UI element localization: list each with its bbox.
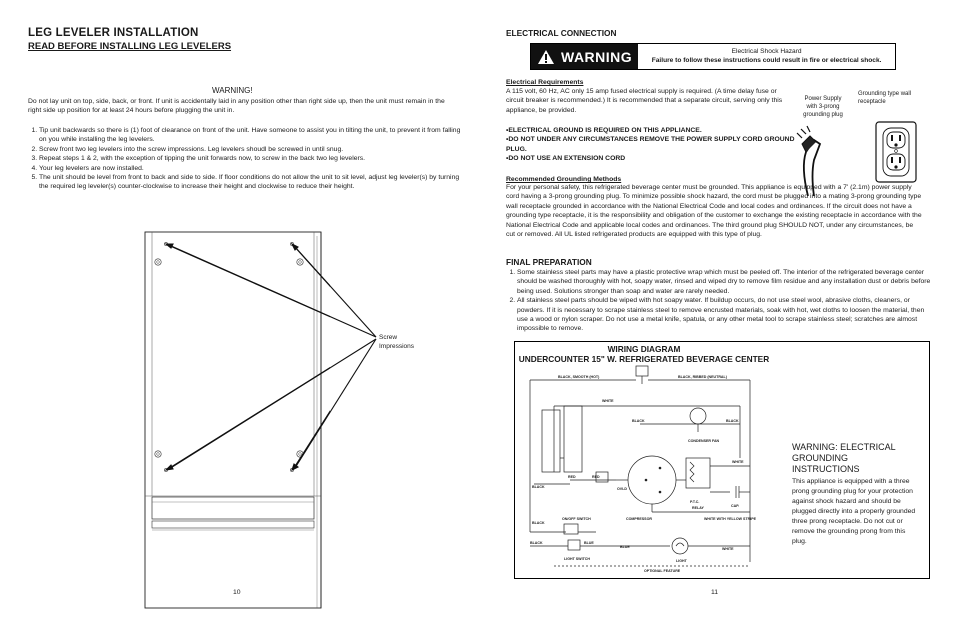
wall-receptacle-icon	[876, 122, 916, 182]
prep-step-1: 1. Some stainless steel parts may have a plastic protective wrap which must be peeled off. The interior of the refrigerated beverage center should be washed thoroughly with hot, soapy water, rinsed and wiped dry to remove film residue and any installation dust or debris before being used. Solutions stronger than soap and water are rarely needed.	[517, 268, 935, 296]
left-page-subtitle: READ BEFORE INSTALLING LEG LEVELERS	[28, 41, 232, 52]
label-light: LIGHT	[676, 559, 687, 563]
wiring-diagram-title-line1: WIRING DIAGRAM	[607, 344, 681, 354]
label-black-fan: BLACK	[632, 419, 645, 423]
label-white-bottom: WHITE	[722, 547, 734, 551]
label-black-right: BLACK	[726, 419, 739, 423]
label-condenser-fan: CONDENSER FAN	[688, 439, 720, 443]
grounding-methods-heading: Recommended Grounding Methods	[506, 176, 622, 183]
electrical-requirements-heading: Electrical Requirements	[506, 79, 584, 86]
electrical-requirements-text: A 115 volt, 60 Hz, AC only 15 amp fused electrical supply is required. (A time delay fuse or circuit breaker is recommended.) It is recommended that a separate circuit, serving only this appliance, be provided.	[506, 88, 783, 114]
label-red-1: RED	[568, 475, 576, 479]
wiring-schematic	[520, 362, 780, 576]
warning-line-2: Failure to follow these instructions could result in fire or electrical shock.	[651, 57, 882, 64]
warning-heading: WARNING!	[212, 86, 253, 95]
warning-line-1: Electrical Shock Hazard	[731, 48, 802, 55]
label-light-switch: LIGHT SWITCH	[564, 557, 590, 561]
step-5: 5. The unit should be level from front to back and side to side. If floor conditions do not allow the unit to sit level, adjust leg leveler(s) by turning the required leg leveler(s) counter-clockwise to increase their height and clockwise to reduce their height.	[39, 173, 461, 192]
label-white-right: WHITE	[732, 460, 744, 464]
grounding-methods-text: For your personal safety, this refrigerated beverage center must be grounded. This appliance is equipped with a 7' (2.1m) power supply cord having a 3-prong grounding plug. To minimize possible shock hazard, the cord must be plugged into a mating 3-prong grounding type wall receptacle grounded in accordance with the National Electrical Code and local codes and ordinances. If the circuit does not have a grounding type receptacle, it is the responsibility and obligation of the customer to exchange the existing receptacle in accordance with the National Electrical Code and applicable local codes and ordinances. The third ground plug SHOULD NOT, under any circumstances, be cut or removed. All UL listed refrigerated products are equipped with this type of plug.	[506, 184, 922, 239]
step-3: 3. Repeat steps 1 & 2, with the exception of tipping the unit forwards now, to screw in the back two leg levelers.	[39, 154, 461, 163]
grounding-warning-text: This appliance is equipped with a three prong grounding plug for your protection against shock hazard and should be plugged directly into a properly grounded three prong receptacle. Do not cut or remove the grounding prong from this plug.	[792, 478, 916, 545]
step-1: 1. Tip unit backwards so there is (1) foot of clearance on front of the unit. Have someone to assist you in tilting the unit, to prevent it from falling on you while installing the leg levelers.	[39, 126, 461, 145]
step-4: 4. Your leg levelers are now installed.	[39, 164, 461, 173]
bullet-ground-required: •ELECTRICAL GROUND IS REQUIRED ON THIS APPLIANCE.	[506, 127, 702, 134]
final-preparation-steps	[506, 268, 935, 334]
left-page-title: LEG LEVELER INSTALLATION	[28, 27, 199, 39]
page-number-10: 10	[233, 589, 241, 596]
power-plug-label: Power Supply with 3-prong grounding plug	[803, 96, 843, 118]
label-white-yellow: WHITE WITH YELLOW STRIPE	[704, 517, 757, 521]
label-blue-1: BLUE	[584, 541, 594, 545]
label-ptc: P.T.C.	[690, 500, 700, 504]
label-ovld: OVLD	[617, 487, 627, 491]
label-compressor: COMPRESSOR	[626, 517, 652, 521]
grounding-warning-heading: WARNING: ELECTRICAL GROUNDING INSTRUCTIONS	[792, 442, 896, 474]
shock-warning-box	[530, 43, 896, 70]
warning-banner	[531, 44, 638, 69]
label-cap: CAP.	[731, 504, 740, 508]
ground-bullets	[506, 126, 796, 164]
warning-message	[638, 44, 895, 69]
final-preparation-heading: FINAL PREPARATION	[506, 257, 592, 267]
screw-impressions-label: Screw Impressions	[379, 334, 415, 350]
page-number-11: 11	[711, 589, 719, 596]
warning-triangle-icon	[537, 49, 555, 65]
warning-word: WARNING	[561, 48, 633, 65]
label-black-left: BLACK	[532, 485, 545, 489]
label-white-top: WHITE	[602, 399, 614, 403]
bullet-no-extension: •DO NOT USE AN EXTENSION CORD	[506, 155, 626, 163]
label-black-light: BLACK	[530, 541, 543, 545]
label-optional-feature: OPTIONAL FEATURE	[644, 569, 681, 573]
step-2: 2. Screw front two leg levelers into the screw impressions. Leg levelers shoudl be screwed in until snug.	[39, 145, 461, 154]
warning-paragraph: Do not lay unit on top, side, back, or front. If unit is accidentally laid in any position other than right side up, then the unit must remain in the right side up position for at least 24 hours before plugging the unit in.	[28, 98, 445, 115]
receptacle-label: Grounding type wall receptacle	[858, 91, 912, 105]
leveler-steps	[28, 126, 461, 192]
screw-impression-arrows	[140, 226, 380, 486]
label-black-switch: BLACK	[532, 521, 545, 525]
label-on-off: ON/OFF SWITCH	[562, 517, 591, 521]
wiring-diagram-title-line2: UNDERCOUNTER 15" W. REFRIGERATED BEVERAGE CENTER	[518, 354, 770, 364]
label-blue-2: BLUE	[620, 545, 630, 549]
label-red-2: RED	[592, 475, 600, 479]
prep-step-2: 2. All stainless steel parts should be wiped with hot soapy water. If buildup occurs, do not use steel wool, abrasive cloths, cleaners, or powders. If it is necessary to scrape stainless steel to remove encrusted materials, soak with hot, wet cloths to loosen the material, then use a wood or nylon scraper. Do not use a metal knife, spatula, or any other metal tool to scrape stainless steel; scratches are almost impossible to remove.	[517, 296, 935, 334]
label-black-smooth: BLACK, SMOOTH (HOT)	[558, 375, 600, 379]
label-black-ribbed: BLACK, RIBBED (NEUTRAL)	[678, 375, 727, 379]
bullet-no-remove-plug: •DO NOT UNDER ANY CIRCUMSTANCES REMOVE THE POWER SUPPLY CORD GROUND PLUG.	[506, 136, 795, 153]
label-relay: RELAY	[692, 506, 704, 510]
right-page-title: ELECTRICAL CONNECTION	[506, 28, 617, 38]
wiring-diagram-title	[514, 344, 774, 364]
